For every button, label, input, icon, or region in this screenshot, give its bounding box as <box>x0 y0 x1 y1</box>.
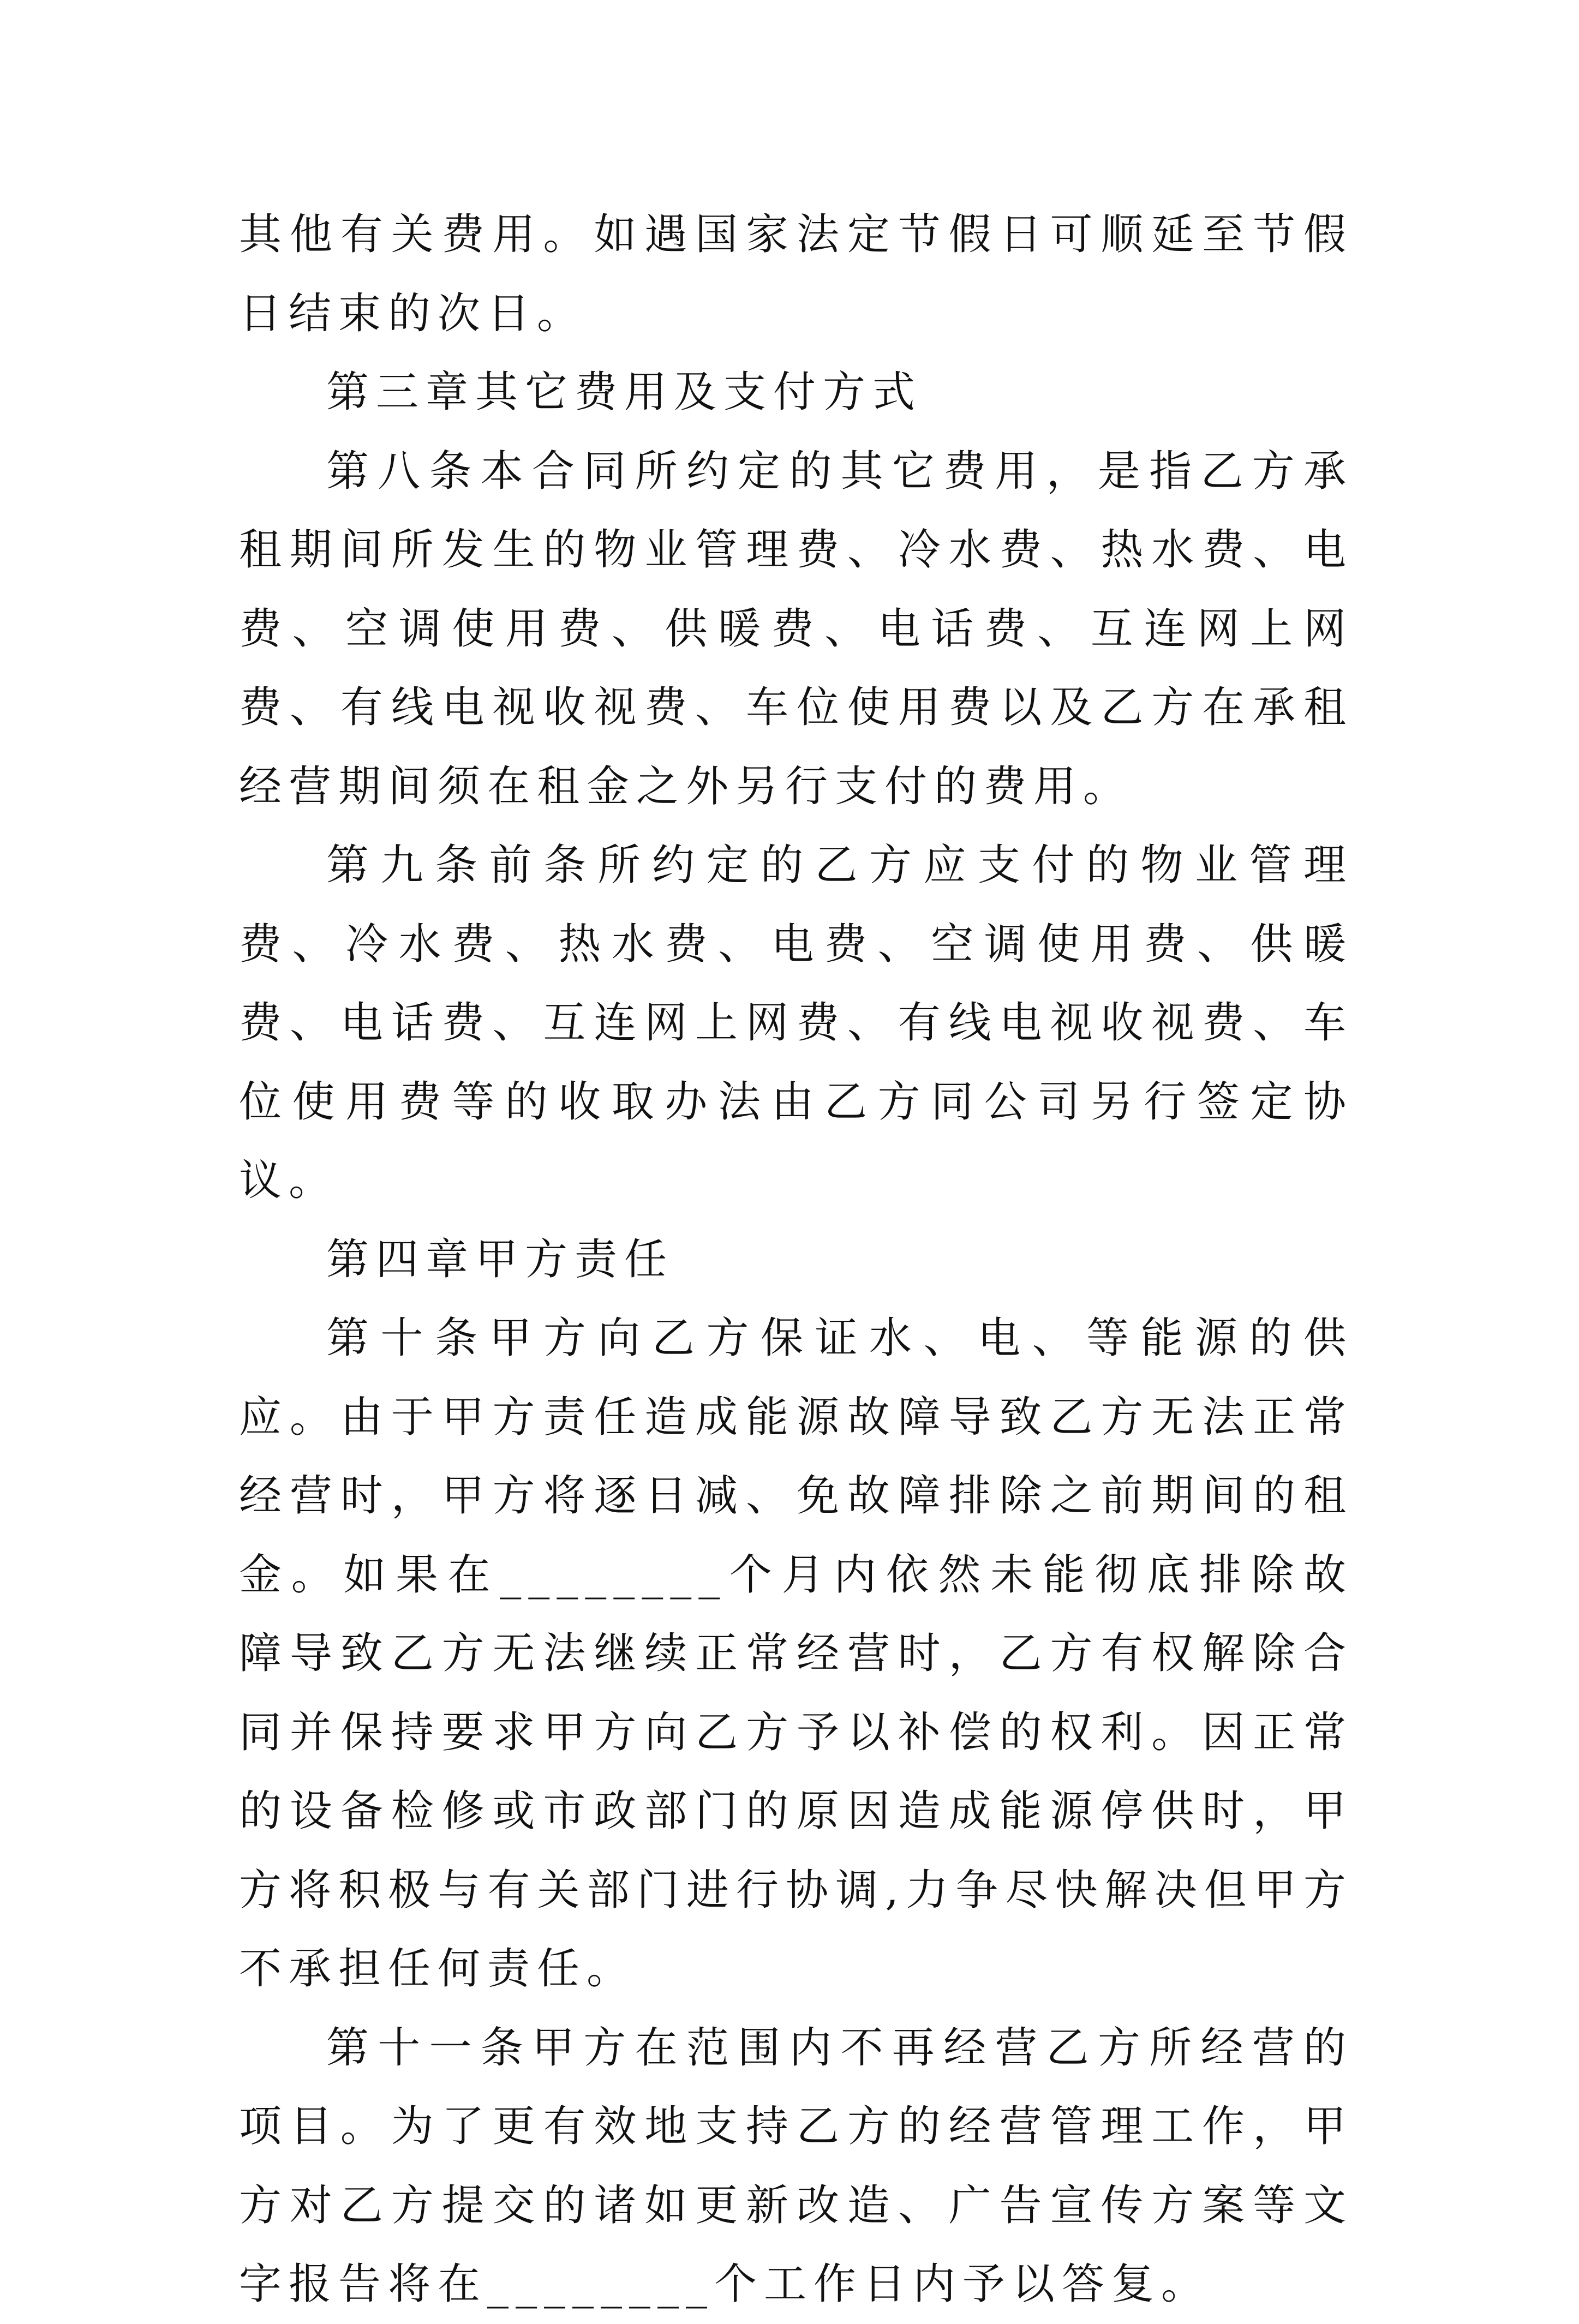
article-9: 第九条前条所约定的乙方应支付的物业管理费、冷水费、热水费、电费、空调使用费、供暖费、电话费、互连网上网费、有线电视收视费、车位使用费等的收取办法由乙方同公司另行签定协议。 <box>239 841 1353 1205</box>
paragraph-continuation: 其他有关费用。如遇国家法定节假日可顺延至节假日结束的次日。 <box>239 210 1353 338</box>
chapter-heading-4: 第四章甲方责任 <box>326 1235 674 1284</box>
chapter-heading-3: 第三章其它费用及支付方式 <box>326 368 923 417</box>
document-body <box>239 195 1353 2324</box>
article-11: 第十一条甲方在范围内不再经营乙方所经营的项目。为了更有效地支持乙方的经营管理工作，甲方对乙方提交的诸如更新改造、广告宣传方案等文字报告将在________个工作日内予以答复。 <box>239 2023 1353 2309</box>
article-10: 第十条甲方向乙方保证水、电、等能源的供应。由于甲方责任造成能源故障导致乙方无法正常经营时，甲方将逐日减、免故障排除之前期间的租金。如果在________个月内依然未能彻底排除故障导致乙方无法继续正常经营时，乙方有权解除合同并保持要求甲方向乙方予以补偿的权利。因正常的设备检修或市政部门的原因造成能源停供时，甲方将积极与有关部门进行协调,力争尽快解决但甲方不承担任何责任。 <box>239 1314 1353 1993</box>
article-8: 第八条本合同所约定的其它费用，是指乙方承租期间所发生的物业管理费、冷水费、热水费、电费、空调使用费、供暖费、电话费、互连网上网费、有线电视收视费、车位使用费以及乙方在承租经营期间须在租金之外另行支付的费用。 <box>239 446 1353 811</box>
